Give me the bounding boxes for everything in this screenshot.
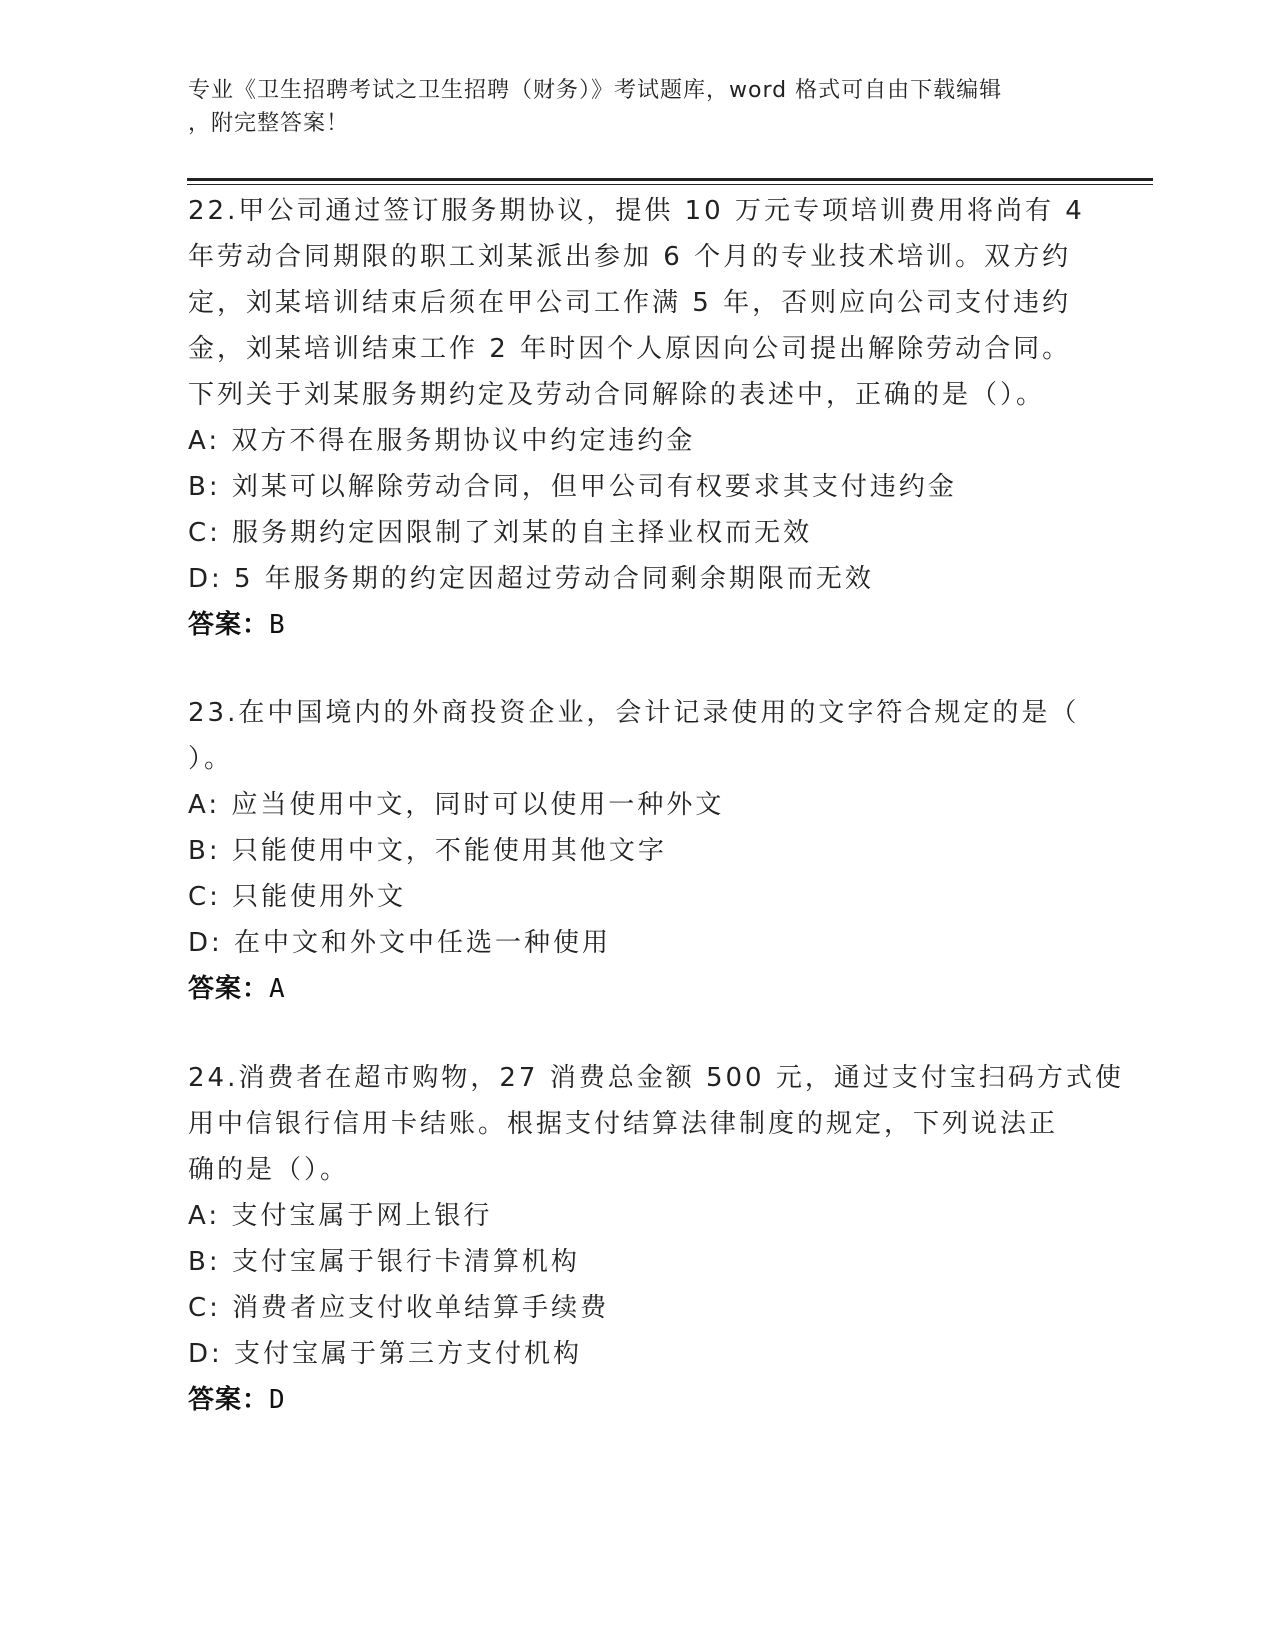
option-b: B: 只能使用中文，不能使用其他文字 xyxy=(188,836,667,866)
option-b: B: 支付宝属于银行卡清算机构 xyxy=(188,1247,580,1277)
answer-value: D xyxy=(269,1385,286,1415)
question-stem-line: 22.甲公司通过签订服务期协议，提供 10 万元专项培训费用将尚有 4 xyxy=(188,196,1085,226)
document-header xyxy=(188,74,1088,140)
answer-label: 答案： xyxy=(188,974,270,1004)
answer-value: A xyxy=(269,974,286,1004)
answer-label: 答案： xyxy=(188,610,270,640)
header-line-2: ，附完整答案！ xyxy=(188,111,350,136)
question-stem-line: 确的是（）。 xyxy=(188,1155,350,1185)
option-d: D: 5 年服务期的约定因超过劳动合同剩余期限而无效 xyxy=(188,564,874,594)
question-stem-line: 下列关于刘某服务期约定及劳动合同解除的表述中，正确的是（）。 xyxy=(188,380,1046,410)
question-stem-line: 定，刘某培训结束后须在甲公司工作满 5 年，否则应向公司支付违约 xyxy=(188,288,1072,318)
header-line-1: 专业《卫生招聘考试之卫生招聘（财务）》考试题库，word 格式可自由下载编辑 xyxy=(188,78,1003,103)
answer-line xyxy=(188,602,1088,648)
question-24 xyxy=(188,1055,1124,1423)
option-c: C: 消费者应支付收单结算手续费 xyxy=(188,1293,610,1323)
question-stem-line: 金，刘某培训结束工作 2 年时因个人原因向公司提出解除劳动合同。 xyxy=(188,334,1072,364)
option-d: D: 在中文和外文中任选一种使用 xyxy=(188,928,612,958)
question-23 xyxy=(188,690,1088,1012)
question-stem-line: 用中信银行信用卡结账。根据支付结算法律制度的规定，下列说法正 xyxy=(188,1109,1059,1139)
answer-line xyxy=(188,1377,1088,1423)
answer-value: B xyxy=(269,610,286,640)
question-22 xyxy=(188,188,1088,648)
option-a: A: 支付宝属于网上银行 xyxy=(188,1201,493,1231)
question-stem-line: 年劳动合同期限的职工刘某派出参加 6 个月的专业技术培训。双方约 xyxy=(188,242,1072,272)
option-c: C: 服务期约定因限制了刘某的自主择业权而无效 xyxy=(188,518,813,548)
option-b: B: 刘某可以解除劳动合同，但甲公司有权要求其支付违约金 xyxy=(188,472,957,502)
option-c: C: 只能使用外文 xyxy=(188,882,407,912)
question-stem-line: ）。 xyxy=(188,744,234,774)
question-stem-line: 23.在中国境内的外商投资企业，会计记录使用的文字符合规定的是（ xyxy=(188,698,1080,728)
header-divider-thin xyxy=(187,184,1153,185)
answer-line xyxy=(188,966,1088,1012)
question-stem-line: 24.消费者在超市购物，27 消费总金额 500 元，通过支付宝扫码方式使 xyxy=(188,1063,1124,1093)
option-a: A: 双方不得在服务期协议中约定违约金 xyxy=(188,426,696,456)
answer-label: 答案： xyxy=(188,1385,270,1415)
option-a: A: 应当使用中文，同时可以使用一种外文 xyxy=(188,790,725,820)
option-d: D: 支付宝属于第三方支付机构 xyxy=(188,1339,583,1369)
header-divider-thick xyxy=(187,178,1153,181)
